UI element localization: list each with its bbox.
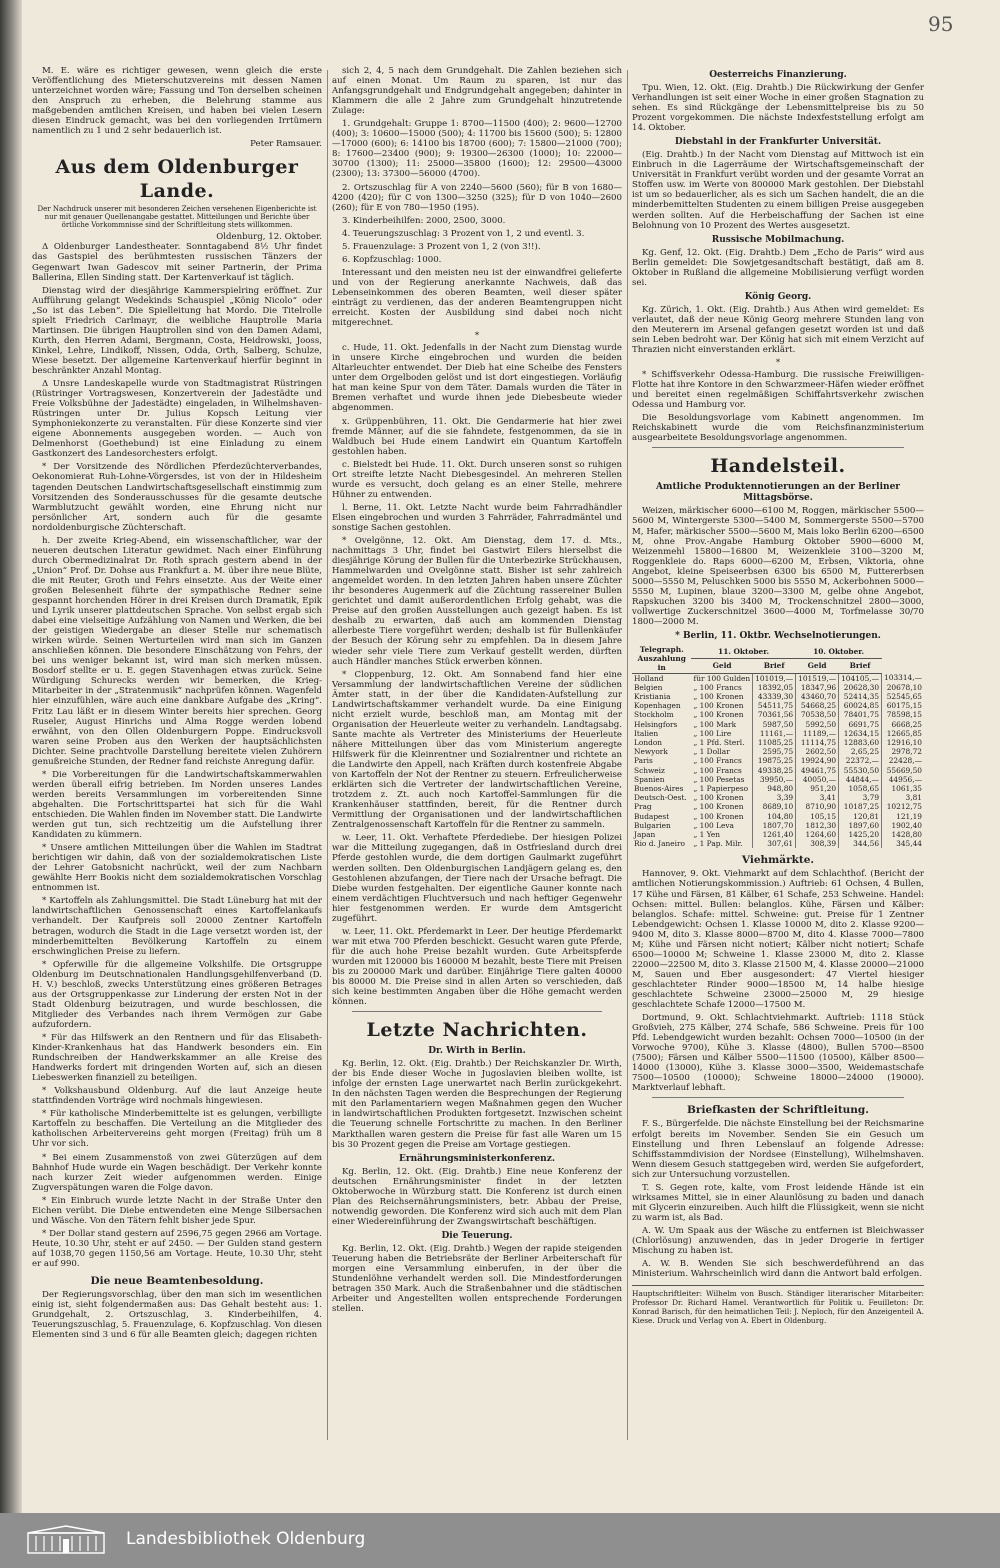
- reprint-notice: Der Nachdruck unserer mit besonderen Zeichen versehenen Eigenberichte ist nur mit genauer Quellenangabe gestattet. Mitteilungen und Berichte über örtliche Vorkommnisse sind der Schriftleitung stets willkommen.: [37, 205, 317, 230]
- rate-cell: 60175,15: [882, 701, 924, 710]
- article-text: Kg. Berlin, 12. Okt. (Eig. Drahtb.) Wegen der rapide steigenden Teuerung haben die Betriebsräte der Berliner Arbeiterschaft für morgen eine Versammlung einberufen, in der über die Stundenlöhne verhandelt werden soll. Die Mindestforderungen betragen 350 Mark. Auch die Straßenbahner und die städtischen Arbeiter und Angestellten wollen entsprechende Forderungen stellen.: [332, 1243, 622, 1315]
- rate-cell: 78401,75: [839, 710, 882, 719]
- currency-cell: London: [634, 738, 663, 747]
- rate-cell: 121,19: [882, 812, 924, 821]
- unit-cell: „ 100 Kronen: [693, 701, 744, 711]
- unit-cell: „ 100 Francs: [693, 682, 742, 692]
- rate-cell: 8710,90: [796, 802, 839, 811]
- unit-cell: „ 1 Pfd. Sterl.: [693, 738, 745, 747]
- rate-cell: 78598,15: [882, 710, 924, 719]
- article-text: * Der Dollar stand gestern auf 2596,75 gegen 2966 am Vortage. Heute, 10.30 Uhr, steht er auf 2450. — Der Gulden stand gestern auf 1038,70 gegen 1150,56 am Vortage. Heute, 10.30 Uhr, steht er auf 990.: [32, 1228, 322, 1269]
- table-row: [632, 766, 924, 775]
- rate-cell: 3,79: [839, 793, 882, 802]
- article-heading: Diebstahl in der Frankfurter Universität.: [674, 137, 882, 148]
- exchange-rates-table: [632, 645, 924, 848]
- rate-cell: 22372,—: [839, 756, 882, 765]
- section-title: Briefkasten der Schriftleitung.: [687, 1104, 869, 1117]
- currency-cell: Rio d. Janeiro: [634, 839, 686, 849]
- article-text: w. Leer, 11. Okt. Pferdemarkt in Leer. Der heutige Pferdemarkt war mit etwa 700 Pferden beschickt. Gesucht waren gute Pferde, für die auch hohe Preise bezahlt wurden. Gute Arbeitspferde wurden mit 120000 bis 160000 M bezahlt, beste Tiere mit Preisen bis zu 200000 Mark und darüber. Einjährige Tiere galten 40000 bis 80000 M. Die Preise sind in allen Arten so verschieden, daß sich keine bestimmten Angaben über die Höhe gemacht werden können.: [332, 926, 622, 1008]
- table-header: Brief: [839, 659, 882, 673]
- article-heading: Oesterreichs Finanzierung.: [709, 70, 847, 80]
- article-text: * Für katholische Minderbemittelte ist es gelungen, verbilligte Kartoffeln zu beschaffen. Die Verteilung an die Mitglieder des katholischen Arbeitervereins geht morgen (Freitag) früh um 8 Uhr vor sich.: [32, 1109, 322, 1150]
- currency-cell: Belgien: [634, 682, 663, 692]
- article-text: * Unsere amtlichen Mitteilungen über die Wahlen im Stadtrat berichtigen wir dahin, daß von der sozialdemokratischen Liste der Lehrer Gatobsnicht nachrückt, weil der zum Nachbarn gewählte Herr Bookis nicht dem sozialdemokratischen Vorschlag entnommen ist.: [32, 843, 322, 894]
- article-text: c. Hude, 11. Okt. Jedenfalls in der Nacht zum Dienstag wurde in unsere Kirche eingebrochen und wurden die beiden Altarleuchter entwendet. Der Dieb hat eine Scheibe des Fensters unter dem Orgelboden gelöst und ist dort eingestiegen. Vorläufig hat man keine Spur von dem Täter. Damals wurden die Täter in Bremen verhaftet und wurde ihnen jede Diebesbeute wieder abgenommen.: [332, 343, 622, 414]
- rate-cell: 40050,—: [796, 775, 839, 784]
- rate-cell: 55669,50: [882, 766, 924, 775]
- article-text: Interessant und den meisten neu ist der einwandfrei gelieferte und von der Regierung anerkannte Nachweis, daß das Lebenseinkommen des oberen Beamten, weil dieser später einträgt zu verdienen, das der anderen Beamtengruppen nicht erreicht. Kosten der Ausbildung sind dabei noch nicht mitgerechnet.: [332, 267, 622, 329]
- table-row: [632, 756, 924, 765]
- currency-cell: Japan: [634, 830, 656, 840]
- rate-cell: 20628,30: [839, 683, 882, 692]
- rate-cell: 951,20: [796, 784, 839, 793]
- table-header: Geld: [691, 659, 752, 673]
- currency-cell: Bulgarien: [634, 820, 671, 830]
- library-name: Landesbibliothek Oldenburg: [126, 1529, 366, 1549]
- rate-cell: 1264,60: [796, 830, 839, 839]
- column-left: [32, 66, 322, 1444]
- rate-cell: 44956,—: [882, 775, 924, 784]
- article-heading: Russische Mobilmachung.: [711, 234, 845, 245]
- article-heading: Amtliche Produktennotierungen an der Berliner Mittagsbörse.: [655, 482, 901, 504]
- rate-cell: 11189,—: [796, 729, 839, 738]
- article-text: * Cloppenburg, 12. Okt. Am Sonnabend fand hier eine Versammlung der landwirtschaftlichen Vereine der südlichen Ämter statt, in der über die Kandidaten-Aufstellung zur Landwirtschaftskammer verhandelt wurde. Da eine Einigung nicht erzielt wurde, beschloß man, am Montag mit der Organisation der Heuerleute weiter zu verhandeln. Landtagsabg. Sante machte als Vertreter des Ministeriums der Heuerleute nähere Mitteilungen über das vom Ministerium angeregte Hilfswerk für die Kleinrentner und Sozialrentner und richtete an die Landwirte den Appell, nach Kräften durch kostenfreie Abgabe von Kartoffeln der Not der Rentner zu steuern. Erfreulicherweise erklärten sich die Vertreter der landwirtschaftlichen Vereine, trotzdem z. Zt. auch noch Kartoffel-Sammlungen für die Krankenhäuser stattfinden, bereit, für die Rentner durch Vermittlung der Organisationen und der landwirtschaftlichen Zentralgenossenschaft Kartoffeln für die Rentner zu sammeln.: [332, 669, 622, 831]
- currency-cell: Schweiz: [634, 765, 665, 775]
- article-text: * Für das Hilfswerk an den Rentnern und für das Elisabeth-Kinder-Krankenhaus hat das Handwerk besonders ein. Ein Rundschreiben der Handwerkskammer an alle Kreise des Handwerks fordert mit dringenden Worten auf, sich an diesen Liebeswerken finanziell zu beteiligen.: [32, 1032, 322, 1084]
- table-row: [632, 683, 924, 692]
- signature: Peter Ramsauer.: [250, 139, 322, 150]
- currency-cell: Prag: [634, 802, 652, 812]
- unit-cell: „ 100 Francs: [693, 756, 742, 766]
- book-gutter: [0, 0, 22, 1513]
- rate-cell: 948,80: [753, 784, 796, 793]
- article-text: Dortmund, 9. Okt. Schlachtviehmarkt. Auftrieb: 1118 Stück Großvieh, 275 Kälber, 274 Schafe, 586 Schweine. Preis für 100 Pfd. Lebendgewicht wurden bezahlt: Ochsen 7000—10500 (in der Vorwoche 9700), Kühe 3. Klasse (4800), Bullen 5700—8500 (7500); Färsen und Kälber 5500—11500 (10500), Kälber 8500—14000 (13000), Kühe 3. Klasse 3000—3500, Weidemastschafe 7500—10500 (10000); Schweine 18000—24000 (19000). Marktverlauf lebhaft.: [632, 1013, 924, 1094]
- rate-cell: 54668,25: [796, 701, 839, 710]
- rate-cell: 2602,50: [796, 747, 839, 756]
- column-rule: [627, 70, 628, 1440]
- rate-cell: 104105,—: [839, 673, 882, 683]
- rate-cell: 5987,50: [753, 720, 796, 729]
- article-text: Δ Oldenburger Landestheater. Sonntagabend 8½ Uhr findet das Gastspiel des berühmtesten russischen Tänzers der Gegenwart Iwan Gadescov mit seiner Partnerin, der Prima Ballerina, Ellen Sinding statt. Der Kartenverkauf ist täglich.: [32, 242, 322, 283]
- unit-cell: „ 100 Pesetas: [693, 774, 745, 784]
- article-text: c. Bielstedt bei Hude. 11. Okt. Durch unseren sonst so ruhigen Ort streifte letzte Nacht Diebesgesindel. An mehreren Stellen wurde es versucht, doch gelang es an einer Stelle, mehrere Hühner zu entwenden.: [332, 459, 622, 500]
- rate-cell: 307,61: [753, 839, 796, 848]
- rate-cell: 39950,—: [753, 775, 796, 784]
- article-text: M. E. wäre es richtiger gewesen, wenn gleich die erste Veröffentlichung des Mieterschutzvereins mit dessen Namen unterzeichnet worden wäre; Fassung und Ton derselben scheinen den Anspruch zu erheben, die Belehrung stamme aus maßgebenden amtlichen Kreisen, und haben bei vielen Lesern diesen Eindruck gemacht, was bei den vorliegenden Irrtümern namentlich zu 1 und 2 sehr bedauerlich ist.: [32, 66, 322, 137]
- rate-cell: 103314,—: [882, 673, 924, 683]
- rate-cell: 2595,75: [753, 747, 796, 756]
- currency-cell: Newyork: [634, 747, 668, 757]
- rate-cell: 19924,90: [796, 756, 839, 765]
- unit-cell: „ 100 Lire: [693, 728, 732, 738]
- rate-cell: 1428,80: [882, 830, 924, 839]
- article-heading: Viehmärkte.: [741, 854, 815, 867]
- rate-cell: 10212,75: [882, 802, 924, 811]
- rate-cell: 55530,50: [839, 766, 882, 775]
- column-middle: [332, 66, 622, 1444]
- currency-cell: Paris: [634, 756, 653, 766]
- currency-cell: Stockholm: [634, 710, 674, 720]
- article-text: 1. Grundgehalt: Gruppe 1: 8700—11500 (400); 2: 9600—12700 (400); 3: 10600—15000 (500); 4: 11700 bis 15600 (500); 5: 12800—17000 (600); 6: 14100 bis 18700 (600); 7: 15800—21000 (700); 8: 17600—23400 (900); 9: 19300—26300 (1000); 10: 22000—30700 (1300); 11: 25000—35800 (1600); 12: 29500—43000 (2300); 13: 37300—56000 (4700).: [332, 119, 622, 180]
- divider-star: *: [775, 358, 781, 369]
- article-text: x. Grüppenbühren, 11. Okt. Die Gendarmerie hat hier zwei fremde Männer, auf die sie fahndete, festgenommen, da sie in Waldbuch bei Hude einem Landwirt ein Quantum Kartoffeln gestohlen haben.: [332, 416, 622, 457]
- article-text: * Die Vorbereitungen für die Landwirtschaftskammerwahlen werden überall eifrig betrieben. Im Norden unseres Landes werden bereits Versammlungen im vorbereitenden Sinne abgehalten. Die Fortschrittspartei hat sich für die Wahl entschieden. Die Wahlen finden im November statt. Die Landwirte werden gut tun, sich rechtzeitig um die Aufstellung ihrer Kandidaten zu kümmern.: [32, 769, 322, 841]
- rate-cell: 22428,—: [882, 756, 924, 765]
- article-text: l. Berne, 11. Okt. Letzte Nacht wurde beim Fahrradhändler Elsen eingebrochen und wurden 3 Fahrräder, Fahrradmäntel und sonstige Sachen gestohlen.: [332, 502, 622, 533]
- unit-cell: „ 100 Francs: [693, 765, 742, 775]
- rate-cell: 18347,96: [796, 683, 839, 692]
- table-row: [632, 710, 924, 719]
- rate-cell: 3,81: [882, 793, 924, 802]
- divider: [652, 447, 904, 448]
- unit-cell: „ 100 Kronen: [693, 802, 744, 812]
- rate-cell: 1902,40: [882, 821, 924, 830]
- divider: [352, 1011, 602, 1012]
- unit-cell: für 100 Gulden: [693, 673, 751, 683]
- rate-cell: 70538,50: [796, 710, 839, 719]
- article-text: * Ovelgönne, 12. Okt. Am Dienstag, dem 17. d. Mts., nachmittags 3 Uhr, findet bei Gastwirt Eilers hierselbst die diesjährige Körung der Bullen für die Unterbezirke Strückhausen, Hammelwarden und Ovelgönne statt. Bisher ist sehr zahlreich angemeldet worden. In den letzten Jahren haben unsere Züchter ihr besonderes Augenmerk auf die Züchtung rassereiner Bullen gerichtet und damit außerordentlichen Erfolg gehabt, was die Preise auf den großen Ausstellungen auch gezeigt haben. Es ist deshalb zu erwarten, daß auch am kommenden Dienstag allerbeste Tiere vorgeführt werden; deshalb ist für Bullenkäufer der Besuch der Körung sehr zu empfehlen. Da in diesem Jahre wieder sehr viele Tiere zum Verkauf gestellt werden, dürften auch Händler manches Stück erwerben können.: [332, 536, 622, 667]
- rate-cell: 49461,75: [796, 766, 839, 775]
- article-text: h. Der zweite Krieg-Abend, ein wissenschaftlicher, war der neueren deutschen Literatur gewidmet. Nach einer Einführung durch Obermedizinalrat Dr. Roth sprach gestern abend in der „Union“ Prof. Dr. Dohse aus Frankfurt a. M. über ihre neue Blüte, die mit Reuter, Groth und Fehrs einsetzte. Aus der Weite einer großen Belesenheit führte der sympathische Redner seine gespannt horchenden Hörer in drei Kreisen durch Dramatik, Epik und Lyrik unserer plattdeutschen Sprache. Von selbst ergab sich dabei eine vielseitige Aufzählung von Namen und Werken, die bei der geistigen Wiedergabe an dieser Stelle nur schematisch wirken würde. Seinen Werturteilen wird man sich im Ganzen anschließen können. Die besondere Einschätzung von Fehrs, der bei uns weniger bekannt ist, wird man sich merken müssen. Bosdorf stellte er u. E. gegen Stavenhagen etwas zurück. Seine Würdigung Schurecks werden wir bemerken, die Krieg-Mitarbeiter in der „Stratenmusik“ nachprüfen können. Wagenfeld hier einzufühlen, wäre auch eine dankbare Aufgabe des „Kring“. Fritz Lau läßt er in diesem Winter bereits hier sprechen. Georg Ruseler, August Hinrichs und Alma Rogge werden lobend erwähnt, von den Ollen Oldenburgern Poppe. Eindrucksvoll waren seine Proben aus den Werken der hauptsächlichsten Dichter. Seine prachtvolle Darstellung bereitete vielen Zuhörern genußreiche Stunden, der Redner fand reichste Anregung dafür.: [32, 535, 322, 767]
- article-text: * Der Vorsitzende des Nördlichen Pferdezüchterverbandes, Oekonomierat Ruh-Lohne-Vörgersdes, ist von der in Hildesheim tagenden Deutschen Landwirtschaftsgesellschaft einstimmig zum Vorsitzenden des Sonderausschusses für die gesamte deutsche Warmblutzucht gewählt worden, eine Ehrung nicht nur persönlicher Art, sondern auch für die gesamte nordoldenburgische Züchterschaft.: [32, 462, 322, 533]
- article-text: Tpu. Wien, 12. Okt. (Eig. Drahtb.) Die Rückwirkung der Genfer Verhandlungen ist seit einer Woche in einer großen Stagnation zu sehen. Es sind Rückgänge der Lebensmittelpreise bis zu 50 Prozent vorgekommen. Die nächste Indexfeststellung erfolgt am 14. Oktober.: [632, 83, 924, 134]
- article-text: Kg. Berlin, 12. Okt. (Eig. Drahtb.) Eine neue Konferenz der deutschen Ernährungsminister findet in der letzten Oktoberwoche in Würzburg statt. Die Konferenz ist durch einen Plan des Reichsernährungsministers, betr. Abbau der Preise, notwendig geworden. Die Konferenz wird sich auch mit dem Plan einer Wiedereinführung der Zwangswirtschaft beschäftigen.: [332, 1166, 622, 1227]
- rate-cell: 12883,60: [839, 738, 882, 747]
- unit-cell: „ 100 Kronen: [693, 793, 744, 803]
- rate-cell: 2978,72: [882, 747, 924, 756]
- table-body: [632, 673, 924, 848]
- unit-cell: „ 1 Dollar: [693, 747, 730, 757]
- unit-cell: „ 100 Kronen: [693, 710, 744, 720]
- section-title: Aus dem Oldenburger Lande.: [55, 156, 299, 203]
- currency-cell: Kristiania: [634, 691, 671, 701]
- article-text: Kg. Genf, 12. Okt. (Eig. Drahtb.) Dem „Echo de Paris“ wird aus Berlin gemeldet: Die Sowjetgesandtschaft bestätigt, daß am 8. Oktober in Rußland die allgemeine Mobilisierung verfügt worden sei.: [632, 247, 924, 288]
- column-rule: [327, 70, 328, 1440]
- article-list: [632, 1119, 924, 1279]
- rate-cell: 6691,75: [839, 720, 882, 729]
- unit-cell: „ 1 Papierpeso: [693, 784, 749, 794]
- table-row: [632, 839, 924, 848]
- article-text: Kg. Berlin, 12. Okt. (Eig. Drahtb.) Der Reichskanzler Dr. Wirth, der bis Ende dieser Woche in Jugoslavien bleiben wollte, ist infolge der ernsten Lage unerwartet nach Berlin zurückgekehrt. In den nächsten Tagen werden die Besprechungen der Regierung mit den Parlamentariern wegen Maßnahmen gegen den Wucher in landwirtschaftlichen Produkten fortgesetzt. Inzwischen scheint die Teuerung schnelle Fortschritte zu machen. In den Berliner Markthallen waren gestern die Preise für fast alle Waren um 15 bis 30 Prozent gegen die Preise am Vortage gestiegen.: [332, 1059, 622, 1150]
- article-text: * Volkshausbund Oldenburg. Auf die laut Anzeige heute stattfindenden Vorträge wird nochmals hingewiesen.: [32, 1086, 322, 1107]
- rate-cell: 60024,85: [839, 701, 882, 710]
- article-text: Dienstag wird der diesjährige Kammerspielring eröffnet. Zur Aufführung gelangt Wedekinds Schauspiel „König Nicolo“ oder „So ist das Leben“. Die Spielleitung hat Mordo. Die Titelrolle spielt Friedrich Carlmayr, die weibliche Hauptrolle Maria Martinsen. Die übrigen Hauptrollen sind von den Damen Adami, Kurth, den Herren Adami, Bergmann, Costa, Heidrowski, Jooss, Kinkel, Lehre, Lindikoff, Nissen, Odda, Orth, Salberg, Schulze, Wiese besetzt. Der allgemeine Kartenverkauf hierfür beginnt in beschränkter Anzahl Montag.: [32, 285, 322, 376]
- article-text: T. S. Gegen rote, kalte, vom Frost leidende Hände ist ein wirksames Mittel, sie in einer Alaunlösung zu baden und danach mit Glycerin einzureiben. Auch hilft die Flüssigkeit, wenn sie nicht zu warm ist, als Bad.: [632, 1182, 924, 1223]
- article-heading: König Georg.: [744, 291, 812, 302]
- article-text: (Eig. Drahtb.) In der Nacht vom Dienstag auf Mittwoch ist ein Einbruch in die Lagerräume der Wirtschaftsgemeinschaft der Universität in Frankfurt verübt worden und der gesamte Vorrat an Stoffen usw. im Werte von 800000 Mark gestohlen. Der Diebstahl ist um so bedauerlicher, als es sich um Sachen handelt, die an die minderbemittelten Studenten zu einem billigen Preise ausgegeben werden sollten. Auf die Herbeischaffung der Sachen ist eine Belohnung von 10 Prozent des Wertes ausgesetzt.: [632, 150, 924, 231]
- table-row: [632, 830, 924, 839]
- article-text: w. Leer, 11. Okt. Verhaftete Pferdediebe. Der hiesigen Polizei war die Mitteilung zugegangen, daß in Ostfriesland durch drei Pferde gestohlen wurde, die dem dortigen Gaulmarkt zugeführt werden sollten. Den Oldenburgischen Landjägern gelang es, den Gestohlenen abzufangen, der Tiere nach der Ursache befragt. Die Diebe wurden festgehalten. Der eigentliche Gauner konnte nach einem verdächtigen Fluchtversuch und nach heftiger Gegenwehr hier festgenommen werden. Er wurde dem Amtsgericht zugeführt.: [332, 833, 622, 924]
- column-right: [632, 66, 924, 1444]
- rate-cell: 105,15: [796, 812, 839, 821]
- rate-cell: 12916,10: [882, 738, 924, 747]
- table-header: Telegraph. Auszahlung in: [632, 645, 691, 673]
- rate-cell: 3,39: [753, 793, 796, 802]
- article-text: 3. Kinderbeihilfen: 2000, 2500, 3000.: [342, 215, 506, 226]
- table-row: [632, 775, 924, 784]
- rate-cell: 52414,35: [839, 692, 882, 701]
- currency-cell: Kopenhagen: [634, 701, 681, 711]
- article-text: Hannover, 9. Okt. Viehmarkt auf dem Schlachthof. (Bericht der amtlichen Notierungskommission.) Auftrieb: 61 Ochsen, 4 Bullen, 17 Kühe und Färsen, 81 Kälber, 61 Schafe, 253 Schweine. Handel: Ochsen: mittel. Bullen: belanglos. Kühe, Färsen und Kälber: belanglos. Schafe: mittel. Schweine: gut. Preise für 1 Zentner Lebendgewicht: Ochsen 1. Klasse 10000 M, dito 2. Klasse 9200—9400 M, dito 3. Klasse 8000—8700 M, dito 4. Klasse 7000—7800 M; Kühe und Färsen nicht notiert; Kälber nicht notiert; Schafe 6500—10000 M; Schweine 1. Klasse 23000 M, dito 2. Klasse 22000—22500 M, dito 3. Klasse 21500 M, 4. Klasse 20000—21000 M, Sauen und Eber ausgesondert: 47 Viertel hiesiger geschlachteter Rinder 9000—18500 M, 14 halbe hiesige geschlachtete Schweine 23000—25000 M, 29 hiesige geschlachtete Schafe 12000—17500 M.: [632, 869, 924, 1011]
- article-list: [332, 66, 622, 328]
- rate-cell: 54511,75: [753, 701, 796, 710]
- article-text: 2. Ortszuschlag für A von 2240—5600 (560); für B von 1680—4200 (420); für C von 1300—3250 (325); für D von 1040—2600 (260); für E von 780—1950 (195).: [332, 182, 622, 213]
- unit-cell: „ 1 Pap. Milr.: [693, 839, 743, 849]
- currency-cell: Helsingfors: [634, 719, 678, 729]
- rate-cell: 120,81: [839, 812, 882, 821]
- rate-cell: 5992,50: [796, 720, 839, 729]
- article-text: Die Besoldungsvorlage vom Kabinett angenommen. Im Reichskabinett wurde die vom Reichsfinanzministerium ausgearbeitete Besoldungsvorlage angenommen.: [632, 413, 924, 444]
- currency-cell: Italien: [634, 728, 659, 738]
- table-row: [632, 784, 924, 793]
- divider-star: *: [474, 331, 480, 342]
- section-title: Letzte Nachrichten.: [366, 1019, 588, 1042]
- unit-cell: „ 100 Mark: [693, 719, 737, 729]
- currency-cell: Buenos-Aires: [634, 784, 684, 794]
- article-text: * Bei einem Zusammenstoß von zwei Güterzügen auf dem Bahnhof Hude wurde ein Wagen beschädigt. Der Verkehr konnte nach kurzer Zeit wieder aufgenommen werden. Einige Zugverspätungen waren die Folge davon.: [32, 1152, 322, 1193]
- page-number: 95: [928, 12, 954, 36]
- article-heading: Die Teuerung.: [441, 1230, 513, 1241]
- rate-cell: 1061,35: [882, 784, 924, 793]
- unit-cell: „ 100 Kronen: [693, 811, 744, 821]
- rate-cell: 43460,70: [796, 692, 839, 701]
- dateline: Oldenburg, 12. Oktober.: [216, 232, 322, 243]
- rate-cell: 70361,56: [753, 710, 796, 719]
- table-row: [632, 802, 924, 811]
- imprint: Hauptschriftleiter: Wilhelm von Busch. Ständiger literarischer Mitarbeiter: Professor Dr. Richard Hamel. Verantwortlich für Politik u. Feuilleton: Dr. Konrad Barisch, für den heimatlichen Teil: J. Neploch, für den Anzeigenteil A. Kiese. Druck und Verlag von A. Ebert in Oldenburg.: [632, 1285, 924, 1325]
- table-row: [632, 729, 924, 738]
- rate-cell: 10187,25: [839, 802, 882, 811]
- article-text: Der Regierungsvorschlag, über den man sich im wesentlichen einig ist, sieht folgendermaßen aus: Das Gehalt besteht aus: 1. Grundgehalt, 2. Ortszuschlag, 3. Kinderbeihilfen, 4. Teuerungszuschlag, 5. Frauenzulage, 6. Kopfzuschlag. Von diesen Elementen sind 3 und 6 für alle Beamten gleich; dagegen richten: [32, 1290, 322, 1341]
- unit-cell: „ 1 Yen: [693, 830, 721, 840]
- rate-cell: 2,65,25: [839, 747, 882, 756]
- article-text: Kg. Zürich, 1. Okt. (Eig. Drahtb.) Aus Athen wird gemeldet: Es verlautet, daß der neue König Georg mehrere Stunden lang von den Meuterern im Arsenal gefangen gesetzt worden ist und daß sein Leben bedroht war. Der König hat sich mit einem Verzicht auf Thrazien nicht einverstanden erklärt.: [632, 304, 924, 355]
- article-text: * Kartoffeln als Zahlungsmittel. Die Stadt Lüneburg hat mit der landwirtschaftlichen Genossenschaft eines Kartoffelankaufs verhandelt. Der Kaufpreis soll 20000 Zentner Kartoffeln betragen, wodurch die Stadt in die Lage versetzt worden ist, der minderbemittelten Bevölkerung Kartoffeln zu einem erschwinglichen Preise zu liefern.: [32, 896, 322, 957]
- article-text: 5. Frauenzulage: 3 Prozent von 1, 2 (von 3!!).: [342, 241, 541, 252]
- table-row: [632, 701, 924, 710]
- article-text: sich 2, 4, 5 nach dem Grundgehalt. Die Zahlen beziehen sich auf einen Monat. Um Raum zu sparen, ist nur das Anfangsgrundgehalt und Endgrundgehalt angegeben; dahinter in Klammern die alle 2 Jahre zum Grundgehalt hinzutretende Zulage:: [332, 66, 622, 117]
- article-text: 4. Teuerungszuschlag: 3 Prozent von 1, 2 und eventl. 3.: [342, 228, 585, 239]
- rate-cell: 308,39: [796, 839, 839, 848]
- article-heading: Dr. Wirth in Berlin.: [428, 1046, 526, 1057]
- currency-cell: Budapest: [634, 811, 670, 821]
- table-header: Brief: [753, 659, 796, 673]
- rate-cell: 8689,10: [753, 802, 796, 811]
- rate-cell: 3,41: [796, 793, 839, 802]
- rate-cell: 6668,25: [882, 720, 924, 729]
- article-text: * Schiffsverkehr Odessa-Hamburg. Die russische Freiwilligen-Flotte hat ihre Kontore in den Schwarzmeer-Häfen wieder eröffnet und bereitet einen regelmäßigen Schiffahrtsverkehr zwischen Odessa und Hamburg vor.: [632, 370, 924, 411]
- table-header: 10. Oktober.: [796, 645, 882, 659]
- article-text: A. W. Um Spaak aus der Wäsche zu entfernen ist Bleichwasser (Chlorlösung) anzuwenden, das in jeder Drogerie in fertiger Mischung zu haben ist.: [632, 1225, 924, 1257]
- article-list: [332, 343, 622, 1007]
- article-text: A. W. B. Wenden Sie sich beschwerdeführend an das Ministerium. Wahrscheinlich wird dann die Antwort bald erfolgen.: [632, 1259, 924, 1280]
- divider: [652, 1097, 904, 1098]
- table-header: Geld: [796, 659, 839, 673]
- rate-cell: 104,80: [753, 812, 796, 821]
- article-text: Weizen, märkischer 6000—6100 M, Roggen, märkischer 5500—5600 M, Wintergerste 5300—5400 M, Sommergerste 5500—5700 M, Hafer, märkischer 5500—5600 M, Mais loko Berlin 6200—6500 M, ohne Prov.-Angabe Hamburg Oktober 5900—6000 M, Weizenmehl 15800—16800 M, Weizenkleie 3100—3200 M, Roggenkleie do. Raps 6000—6200 M, Erbsen, Viktoria, ohne Angebot, kleine Speiseerbsen 6300 bis 6500 M, Futtererbsen 5000—5550 M, Peluschken 5000 bis 5550 M, Ackerbohnen 5000—5550 M, Lupinen, blaue 3200—3300 M, gelbe ohne Angebot, Rapskuchen 3200 bis 3400 M, Trockenschnitzel 2800—3000, vollwertige Zuckerschnitzel 3600—4000 M, Torfmelasse 30/70 1800—2000 M.: [632, 506, 924, 627]
- rate-cell: 19875,25: [753, 756, 796, 765]
- table-row: [632, 793, 924, 802]
- article-text: * Opferwille für die allgemeine Volkshilfe. Die Ortsgruppe Oldenburg im Deutschnationalen Handlungsgehilfenverband (D. H. V.) beschloß, zwecks Unterstützung eines größeren Betrages aus der Ortsgruppenkasse zur Linderung der ersten Not in der Stadt Oldenburg beizutragen, und wurde beschlossen, die Mitglieder des Verbandes nach ihrem Vermögen zur Gabe aufzufordern.: [32, 959, 322, 1030]
- rate-cell: 345,44: [882, 839, 924, 848]
- table-row: [632, 720, 924, 729]
- rate-cell: 20678,10: [882, 683, 924, 692]
- rate-cell: 18392,05: [753, 683, 796, 692]
- rate-cell: 44844,—: [839, 775, 882, 784]
- rate-cell: 1058,65: [839, 784, 882, 793]
- section-title: Handelsteil.: [710, 455, 846, 478]
- rate-cell: 344,56: [839, 839, 882, 848]
- article-heading: Ernährungsministerkonferenz.: [399, 1153, 555, 1164]
- table-row: [632, 673, 924, 683]
- article-list: [32, 242, 322, 1269]
- table-row: [632, 747, 924, 756]
- table-row: [632, 738, 924, 747]
- rate-cell: 101019,—: [753, 673, 796, 683]
- unit-cell: „ 100 Leva: [693, 820, 734, 830]
- table-row: [632, 692, 924, 701]
- rate-cell: 11085,25: [753, 738, 796, 747]
- rate-cell: 11161,—: [753, 729, 796, 738]
- rate-cell: 1261,40: [753, 830, 796, 839]
- rate-cell: 12665,85: [882, 729, 924, 738]
- currency-cell: Deutsch-Oest.: [634, 793, 687, 803]
- table-row: [632, 812, 924, 821]
- article-text: * Ein Einbruch wurde letzte Nacht in der Straße Unter den Eichen verübt. Die Diebe entwendeten eine Menge Silbersachen und Wäsche. Von den Tätern fehlt bisher jede Spur.: [32, 1195, 322, 1226]
- rate-cell: 1897,60: [839, 821, 882, 830]
- rate-cell: 12634,15: [839, 729, 882, 738]
- currency-cell: Spanien: [634, 774, 665, 784]
- table-title: * Berlin, 11. Oktbr. Wechselnotierungen.: [675, 630, 881, 641]
- article-heading: Die neue Beamtenbesoldung.: [90, 1275, 264, 1288]
- rate-cell: 1812,30: [796, 821, 839, 830]
- rate-cell: 43339,30: [753, 692, 796, 701]
- rate-cell: 101519,—: [796, 673, 839, 683]
- article-text: Δ Unsre Landeskapelle wurde von Stadtmagistrat Rüstringen (Rüstringer Vortragswesen, Konzertverein der Jadestädte und Freie Volksbühne der Jadestädte) eingeladen, in Wilhelmshaven-Rüstringen unter Dr. Julius Kopsch Leitung vier Symphoniekonzerte zu veranstalten. Für diese Konzerte sind vier eigene Abonnements ausgegeben worden. — Auch von Delmenhorst (Goethebund) ist eine Einladung zu einem Gastkonzert des Landesorchesters erfolgt.: [32, 379, 322, 460]
- rate-cell: 52545,65: [882, 692, 924, 701]
- article-text: 6. Kopfzuschlag: 1000.: [342, 254, 442, 265]
- unit-cell: „ 100 Kronen: [693, 691, 744, 701]
- library-footer: [0, 1513, 1000, 1568]
- rate-cell: 1807,70: [753, 821, 796, 830]
- rate-cell: 49338,25: [753, 766, 796, 775]
- table-row: [632, 821, 924, 830]
- library-building-icon: [26, 1525, 106, 1555]
- article-list: [32, 1290, 322, 1340]
- rate-cell: 11114,75: [796, 738, 839, 747]
- currency-cell: Holland: [634, 673, 664, 683]
- rate-cell: 1425,20: [839, 830, 882, 839]
- article-text: F. S., Bürgerfelde. Die nächste Einstellung bei der Reichsmarine erfolgt bereits im November. Senden Sie ein Gesuch um Einstellung und Ihren Lebenslauf an folgende Adresse: Schiffsstammdivision der Nordsee (Einstellung), Wilhelmshaven. Wenn diesem Gesuch stattgegeben wird, werden Sie aufgefordert, sich zur Untersuchung vorzustellen.: [632, 1119, 924, 1180]
- table-header: 11. Oktober.: [691, 645, 795, 659]
